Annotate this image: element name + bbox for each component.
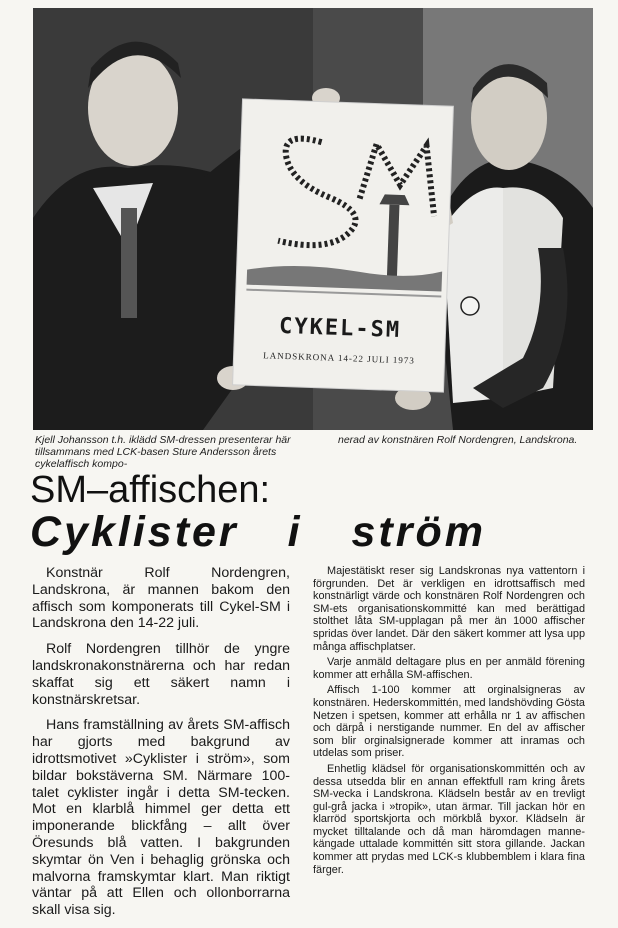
paragraph: Hans framställning av årets SM-affisch har gjorts med bakgrund av idrottsmotivet »Cyklister i ström», som bildar bokstäverna SM. Närmare 100-talet cyklister ingår i detta SM-tecken. Mot en klarblå himmel ger detta ett imponerande blickfång – allt över Öresunds blå vatten. I bakgrunden skymtar ön Ven i behaglig grönska och malvorna framskymtar klart. Man riktigt väntar på att Ellen och ollonborrarna skall visa sig.	[32, 717, 290, 919]
left-man-tie	[121, 208, 137, 318]
left-man-suit	[33, 165, 258, 430]
article-right-column	[313, 565, 585, 879]
paragraph: Konstnär Rolf Nordengren, Landskrona, är mannen bakom den affisch som komponerats till Cykel-SM i Landskrona den 14-22 juli.	[32, 565, 290, 632]
main-headline: Cyklister i ström	[30, 508, 486, 556]
paragraph: Majestätiskt reser sig Landskronas nya vattentorn i förgrunden. Det är verkligen en idrottsaffisch med konstnärligt värde och konstnären Rolf Nordengren och SM-ets organisationskommitté kan med berättigad stolthet låta SM-upplagan på mer än 1000 affischer spridas över landet. Där den säkert kommer att lysa upp många affischplatser.	[313, 565, 585, 653]
paragraph: Varje anmäld deltagare plus en per anmäld förening kommer att erhålla SM-affischen.	[313, 656, 585, 681]
cykel-sm-poster	[233, 99, 453, 391]
paragraph: Rolf Nordengren tillhör de yngre landskronakonstnärerna och har redan skaffat sig ett säkert namn i konstnärskretsar.	[32, 641, 290, 708]
photo-caption-right: nerad av konstnären Rolf Nordengren, Landskrona.	[338, 434, 578, 446]
paragraph: Enhetlig klädsel för organisationskommittén och av dessa utsedda blir en annan effektfull ram kring årets SM-vecka i Landskrona. Klädseln består av en trevligt gul-grå jacka i »tropik», utan ärmar. Till jackan hör en klarröd sportskjorta och mörkblå byxor. Klädseln är mycket tilltalande och då man häromdagen manne-kängade uttalade kommittén sitt stora gillande. Jackan kommer att prydas med LCK-s klubbemblem i klara fina färger.	[313, 762, 585, 876]
kicker-headline: SM–affischen:	[30, 469, 271, 511]
island-ven	[247, 264, 443, 291]
poster-title: CYKEL-SM	[278, 313, 402, 344]
lck-badge	[461, 297, 479, 315]
poster-subtitle: LANDSKRONA 14-22 JULI 1973	[263, 350, 416, 366]
s-shape-cyclists	[278, 138, 358, 247]
photo-caption-left: Kjell Johansson t.h. iklädd SM-dressen presenterar här tillsammans med LCK-basen Sture Andersson årets cykelaffisch kompo-	[35, 434, 291, 470]
photograph	[33, 8, 593, 430]
poster-artwork	[236, 99, 453, 316]
water-tower	[387, 205, 400, 285]
article-left-column	[32, 565, 290, 928]
paragraph: Affisch 1-100 kommer att orginalsigneras av konstnären. Hederskommittén, med landshövding Gösta Netzen i spetsen, kommer att erhålla nr 1 av affischen och därpå i nerstigande nummer. En del av affischer som blir orginalsignerade kommer att inramas och utdelas som priser.	[313, 684, 585, 760]
